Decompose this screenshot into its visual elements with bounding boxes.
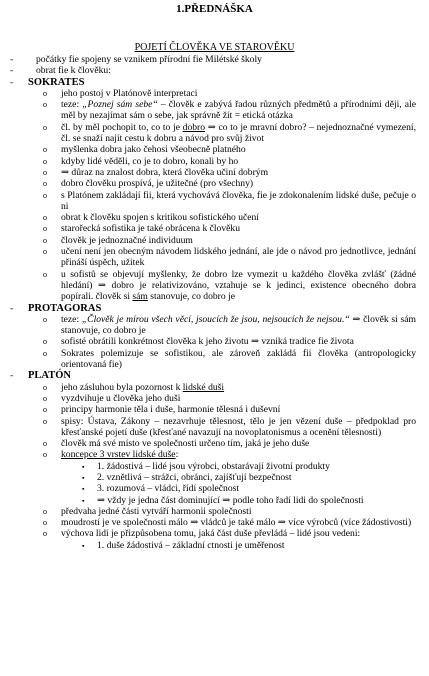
outline-item-text: teze: „Člověk je mírou všech věcí, jsoucích že jsou, nejsoucích že nejsou.“ ⇒ člověk si sám stanovuje, co dobro je	[61, 313, 416, 337]
circle-bullet-icon: o	[43, 314, 47, 324]
outline-item-text: moudrostí je ve společnosti málo ⇒ vládců je také málo ⇒ více výrobců (více žádostivosti)	[61, 517, 412, 529]
dash-bullet-icon: -	[10, 76, 14, 88]
outline-item-text: teze: „Poznej sám sebe“ – člověk e zabývá řadou různých předmětů a přírodními ději, ale měl by nezajímat sám o sebe, jak správně žít = etická otázka	[61, 99, 416, 122]
outline-item	[0, 156, 429, 167]
section-heading	[0, 370, 429, 381]
outline-item	[0, 540, 429, 551]
dash-bullet-icon: -	[10, 370, 14, 382]
circle-bullet-icon: o	[43, 506, 47, 516]
outline-item	[0, 190, 429, 213]
outline-item-text: 2. vznětlivá – strážci, obránci, zajišťují bezpečnost	[97, 471, 292, 483]
circle-bullet-icon: o	[43, 247, 47, 257]
outline-item-text: 1. duše žádostivá – základní ctnosti je uměřenost	[97, 539, 285, 551]
circle-bullet-icon: o	[43, 156, 47, 166]
square-bullet-icon: ▪	[82, 541, 85, 550]
circle-bullet-icon: o	[43, 529, 47, 539]
dash-bullet-icon: -	[10, 65, 14, 77]
circle-bullet-icon: o	[43, 100, 47, 110]
circle-bullet-icon: o	[43, 224, 47, 234]
circle-bullet-icon: o	[43, 179, 47, 189]
outline-item	[0, 506, 429, 517]
dash-bullet-icon: -	[10, 302, 14, 314]
outline-item-text: obrat fie k člověku:	[36, 65, 111, 77]
square-bullet-icon: ▪	[82, 462, 85, 471]
outline-item	[0, 65, 429, 76]
outline-item-text: jeho zásluhou byla pozornost k lidské duši	[61, 381, 225, 393]
outline-item-text: výchova lidí je přizpůsobena tomu, jaká část duše převládá – lidé jsou vedeni:	[61, 528, 361, 540]
outline-item-text: dobro člověku prospívá, je užitečné (pro všechny)	[61, 178, 254, 190]
outline-item-text: koncepce 3 vrstev lidské duše:	[61, 449, 179, 461]
outline-item	[0, 472, 429, 483]
circle-bullet-icon: o	[43, 450, 47, 460]
outline-item-text: ⇒ důraz na znalost dobra, která člověka učiní dobrým	[61, 166, 269, 178]
outline-item	[0, 246, 429, 269]
outline-item-text: spisy: Ústava, Zákony – nezavrhuje tělesnost, tělo je jen vězení duše – předpoklad pro křesťanské pojetí duše (křesťané navazují na novoplatonismus a ocenění tělesnosti)	[61, 415, 416, 438]
outline-item-text: ⇒ vždy je jedna část dominující ⇒ podle toho řadí lidi do společnosti	[97, 494, 364, 506]
outline-item-text: u sofistů se objevují myšlenky, že dobro lze vymezit u každého člověka zvlášť (žádné hledání) ⇒ dobro je relativizováno, vztahuje se k jedinci, existence obecného dobra popírali. člověk si sám stanovuje, co dobro je	[61, 268, 416, 303]
outline-item	[0, 348, 429, 371]
outline-item	[0, 144, 429, 155]
outline-item	[0, 99, 429, 122]
outline-item	[0, 167, 429, 178]
outline-item-text: sofisté obrátili konkrétnost člověka k jeho životu ⇒ vzniká tradice fie života	[61, 336, 354, 348]
circle-bullet-icon: o	[43, 145, 47, 155]
circle-bullet-icon: o	[43, 439, 47, 449]
outline-item	[0, 393, 429, 404]
outline-item	[0, 178, 429, 189]
outline-item-text: s Platónem zakládají fii, která vychovává člověka, fie je zdokonalením lidské duše, pečuje o ni	[61, 189, 416, 212]
outline-item-text: myšlenka dobra jako čehosi všeobecně platného	[61, 144, 246, 156]
outline-item-text: kdyby lidé věděli, co je to dobro, konali by ho	[61, 155, 239, 167]
outline-item-text: člověk má své místo ve společnosti určeno tím, jaká je jeho duše	[61, 438, 310, 450]
outline-item	[0, 416, 429, 439]
outline-item-text: Sokrates polemizuje se sofistikou, ale zároveň zakládá fii člověka (antropologicky orientovaná fie)	[61, 347, 416, 371]
circle-bullet-icon: o	[43, 393, 47, 403]
circle-bullet-icon: o	[43, 122, 47, 132]
outline-item	[0, 404, 429, 415]
circle-bullet-icon: o	[43, 235, 47, 245]
outline-item-text: čl. by měl pochopit to, co to je dobro ⇒ co to je mravní dobro? – nejednoznačné vymezení, čl. se snaží najít cestu k dobru a návod pro svůj život	[61, 121, 416, 145]
section-heading	[0, 77, 429, 88]
outline-item	[0, 382, 429, 393]
circle-bullet-icon: o	[43, 213, 47, 223]
lecture-title: 1.PŘEDNÁŠKA	[176, 3, 253, 15]
outline-item-text: vyzdvihuje u člověka jeho duši	[61, 392, 181, 404]
circle-bullet-icon: o	[43, 416, 47, 426]
outline-item	[0, 54, 429, 65]
outline-item	[0, 517, 429, 528]
lecture-subtitle: POJETÍ ČLOVĚKA VE STAROVĚKU	[134, 42, 295, 53]
outline-item	[0, 438, 429, 449]
section-heading	[0, 303, 429, 314]
outline-item	[0, 461, 429, 472]
outline-item-text: předvaha jedné části vytváří harmonii společnosti	[61, 505, 252, 517]
outline-item	[0, 235, 429, 246]
outline-item-text: principy harmonie těla i duše, harmonie tělesná i duševní	[61, 404, 281, 416]
section-heading-text: PROTAGORAS	[28, 302, 102, 314]
outline-item	[0, 528, 429, 539]
outline-item-text: člověk je jednoznačné individuum	[61, 234, 193, 246]
square-bullet-icon: ▪	[82, 473, 85, 482]
circle-bullet-icon: o	[43, 88, 47, 98]
outline-item	[0, 314, 429, 337]
outline-item-text: 3. rozumová – vládci, řídí společnost	[97, 483, 240, 495]
outline-item-text: 1. žádostivá – lidé jsou výrobci, obstarávají životní produkty	[97, 460, 330, 472]
outline-item	[0, 122, 429, 145]
outline-item-text: počátky fie spojeny se vznikem přírodní fie Milétské školy	[36, 54, 262, 65]
lecture-content	[0, 54, 429, 551]
circle-bullet-icon: o	[43, 382, 47, 392]
outline-item	[0, 449, 429, 460]
outline-item-text: starořecká sofistika je také obrácena k člověku	[61, 223, 241, 235]
circle-bullet-icon: o	[43, 337, 47, 347]
circle-bullet-icon: o	[43, 518, 47, 528]
section-heading-text: PLATÓN	[28, 370, 71, 382]
outline-item	[0, 483, 429, 494]
dash-bullet-icon: -	[10, 54, 14, 65]
outline-item	[0, 495, 429, 506]
circle-bullet-icon: o	[43, 269, 47, 279]
outline-item	[0, 269, 429, 303]
outline-item	[0, 336, 429, 347]
circle-bullet-icon: o	[43, 405, 47, 415]
outline-item	[0, 212, 429, 223]
outline-item-text: učení není jen obecným návodem lidského jednání, ale jde o návod pro jednotlivce, jednání přináší úspěch, užitek	[61, 246, 416, 269]
circle-bullet-icon: o	[43, 167, 47, 177]
section-heading-text: SOKRATES	[28, 76, 85, 88]
outline-item-text: jeho postoj v Platónově interpretaci	[61, 87, 198, 99]
square-bullet-icon: ▪	[82, 496, 85, 505]
outline-item	[0, 223, 429, 234]
outline-item-text: obrat k člověku spojen s kritikou sofistického učení	[61, 212, 259, 224]
circle-bullet-icon: o	[43, 348, 47, 358]
circle-bullet-icon: o	[43, 190, 47, 200]
outline-item	[0, 88, 429, 99]
square-bullet-icon: ▪	[82, 485, 85, 494]
